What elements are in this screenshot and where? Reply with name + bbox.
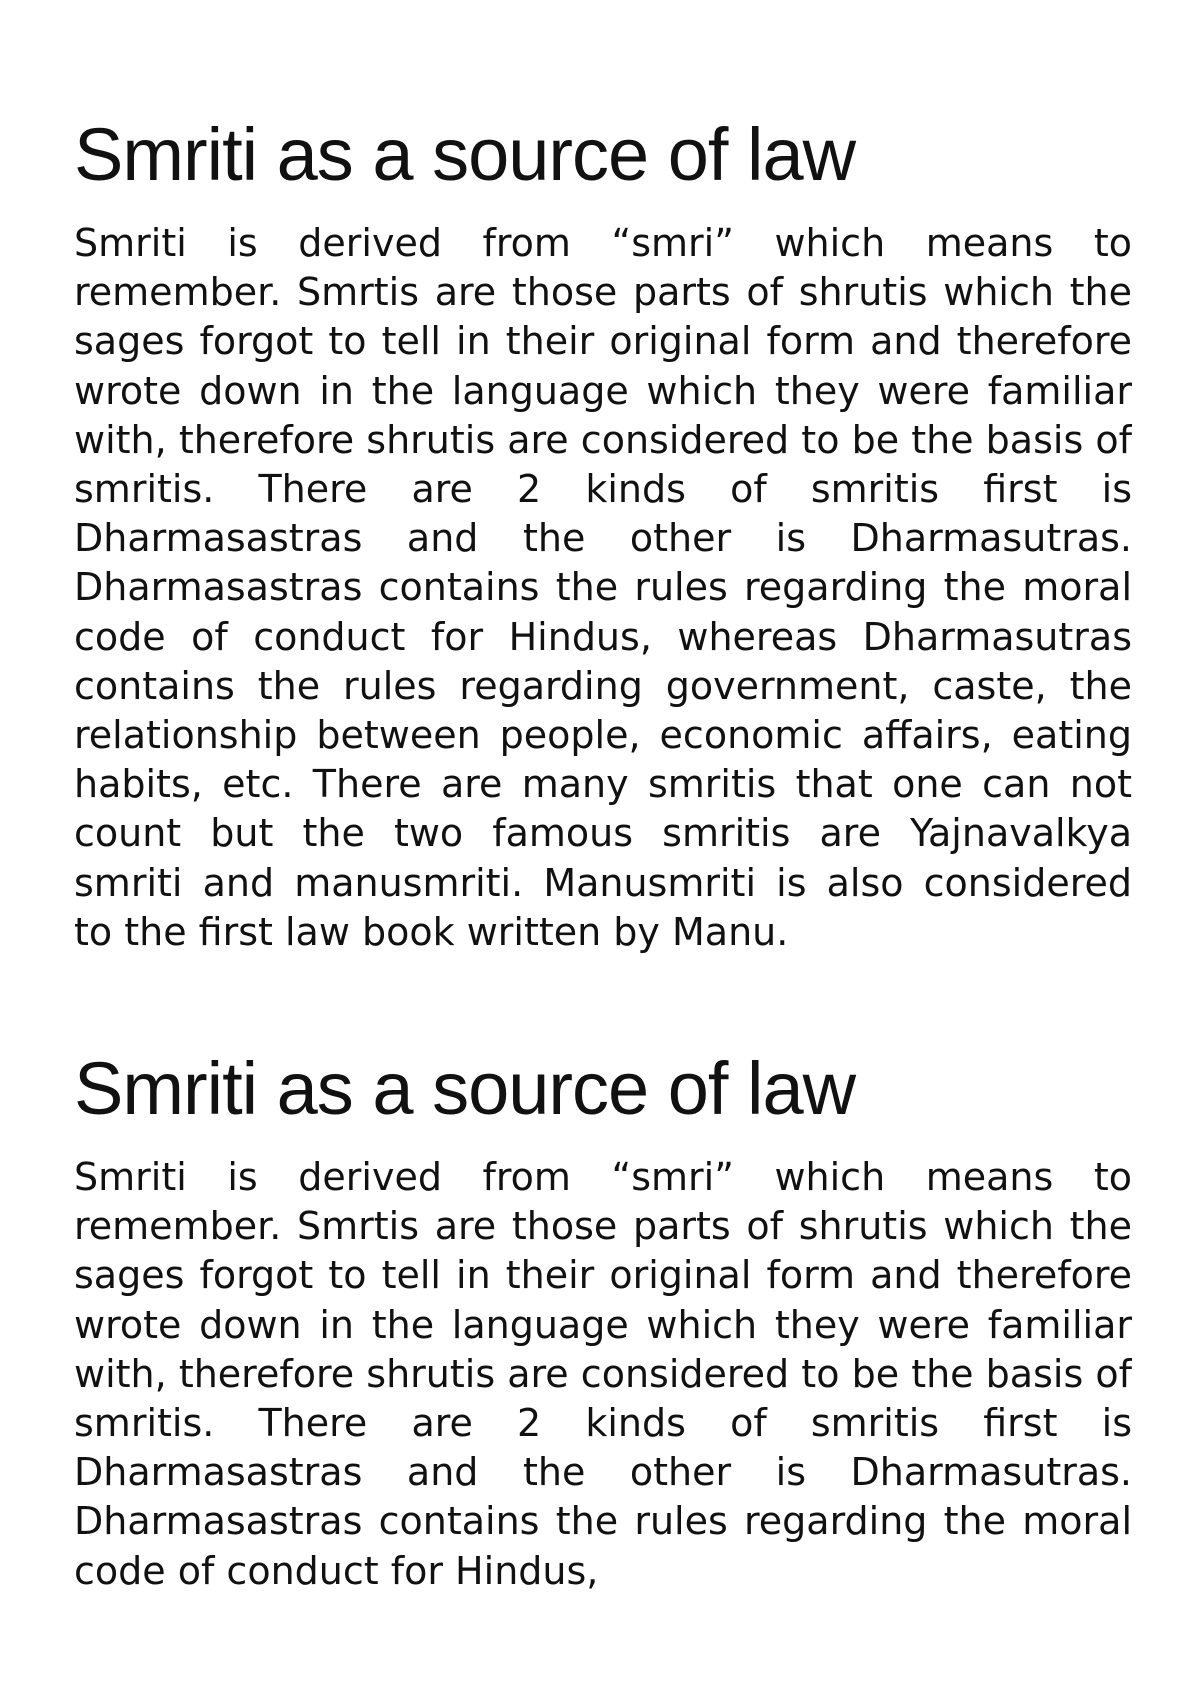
section-title: Smriti as a source of law <box>74 1047 856 1130</box>
section-title: Smriti as a source of law <box>74 113 856 196</box>
section-body: Smriti is derived from “smri” which means to remember. Smrtis are those parts of shrutis which the sages forgot to tell in their original form and therefore wrote down in the language which they were familiar with, therefore shrutis are considered to be the basis of smritis. There are 2 kinds of smritis first is Dharmasastras and the other is Dharmasutras. Dharmasastras contains the rules regarding the moral code of conduct for Hindus, whereas Dharmasutras contains the rules regarding government, caste, the relationship between people, economic affairs, eating habits, etc. There are many smritis that one can not count but the two famous smritis are Yajnavalkya smriti and manusmriti. Manusmriti is also considered to the first law book written by Manu. <box>74 221 1132 954</box>
section-body: Smriti is derived from “smri” which means to remember. Smrtis are those parts of shrutis which the sages forgot to tell in their original form and therefore wrote down in the language which they were familiar with, therefore shrutis are considered to be the basis of smritis. There are 2 kinds of smritis first is Dharmasastras and the other is Dharmasutras. Dharmasastras contains the rules regarding the moral code of conduct for Hindus, <box>74 1155 1132 1593</box>
document-page <box>74 0 1132 1698</box>
